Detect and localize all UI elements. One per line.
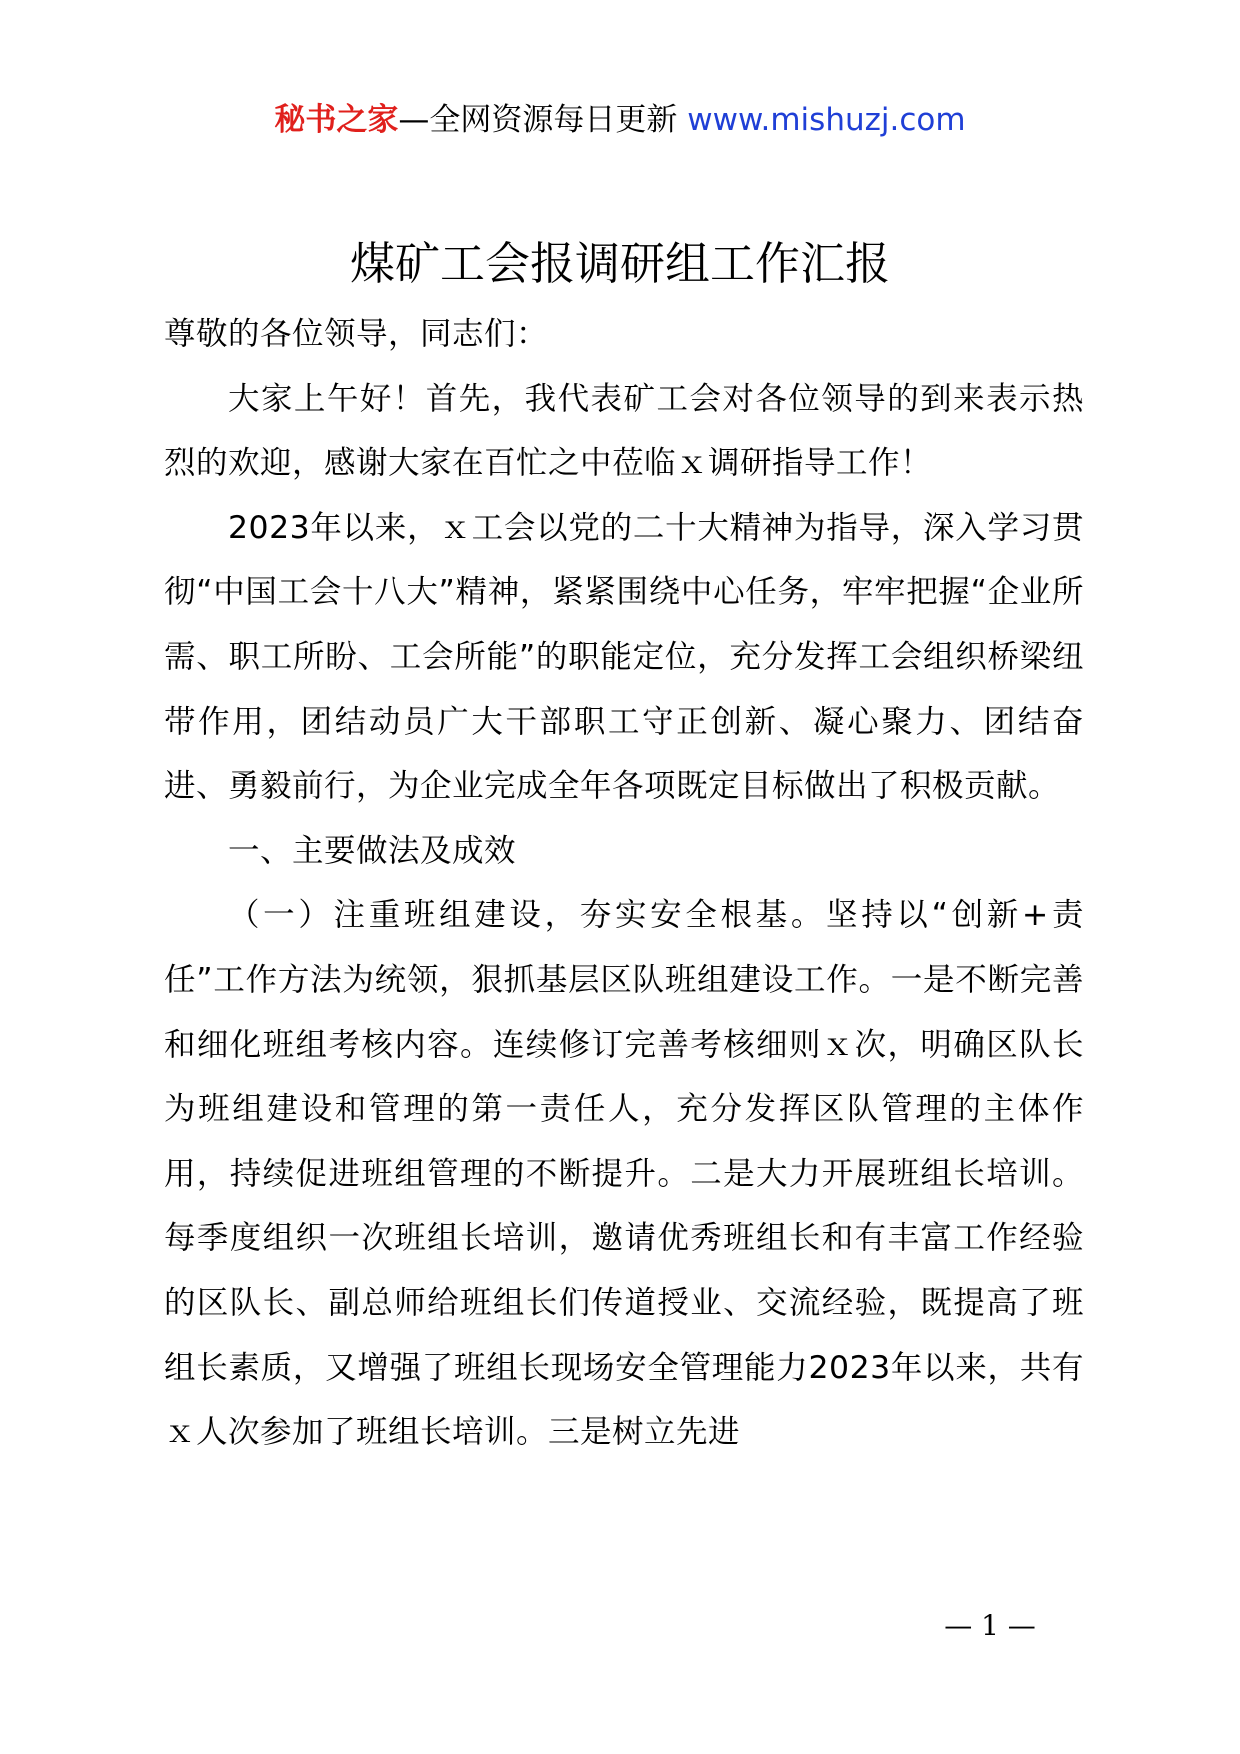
paragraph: 2023年以来，ｘ工会以党的二十大精神为指导，深入学习贯彻“中国工会十八大”精神，紧紧围绕中心任务，牢牢把握“企业所需、职工所盼、工会所能”的职能定位，充分发挥工会组织桥梁纽带作用，团结动员广大干部职工守正创新、凝心聚力、团结奋进、勇毅前行，为企业完成全年各项既定目标做出了积极贡献。 bbox=[164, 509, 1084, 805]
document-title: 煤矿工会报调研组工作汇报 bbox=[349, 237, 890, 290]
paragraph: （一）注重班组建设，夯实安全根基。坚持以“创新+责任”工作方法为统领，狠抓基层区队班组建设工作。一是不断完善和细化班组考核内容。连续修订完善考核细则ｘ次，明确区队长为班组建设和管理的第一责任人，充分发挥区队管理的主体作用，持续促进班组管理的不断提升。二是大力开展班组长培训。每季度组织一次班组长培训，邀请优秀班组长和有丰富工作经验的区队长、副总师给班组长们传道授业、交流经验，既提高了班组长素质，又增强了班组长现场安全管理能力2023年以来，共有ｘ人次参加了班组长培训。三是树立先进 bbox=[164, 897, 1084, 1451]
header-brand: 秘书之家 bbox=[274, 102, 399, 138]
section-heading: 一、主要做法及成效 bbox=[228, 832, 517, 869]
header-tagline: —全网资源每日更新 bbox=[398, 102, 688, 138]
header-url[interactable]: www.mishuzj.com bbox=[687, 102, 966, 138]
page-number: — 1 — bbox=[944, 1609, 1036, 1642]
paragraph: 大家上午好！首先，我代表矿工会对各位领导的到来表示热烈的欢迎，感谢大家在百忙之中莅临ｘ调研指导工作！ bbox=[164, 380, 1084, 482]
site-header bbox=[0, 100, 1240, 140]
salutation: 尊敬的各位领导，同志们： bbox=[164, 316, 549, 352]
document-body bbox=[164, 302, 1084, 1465]
